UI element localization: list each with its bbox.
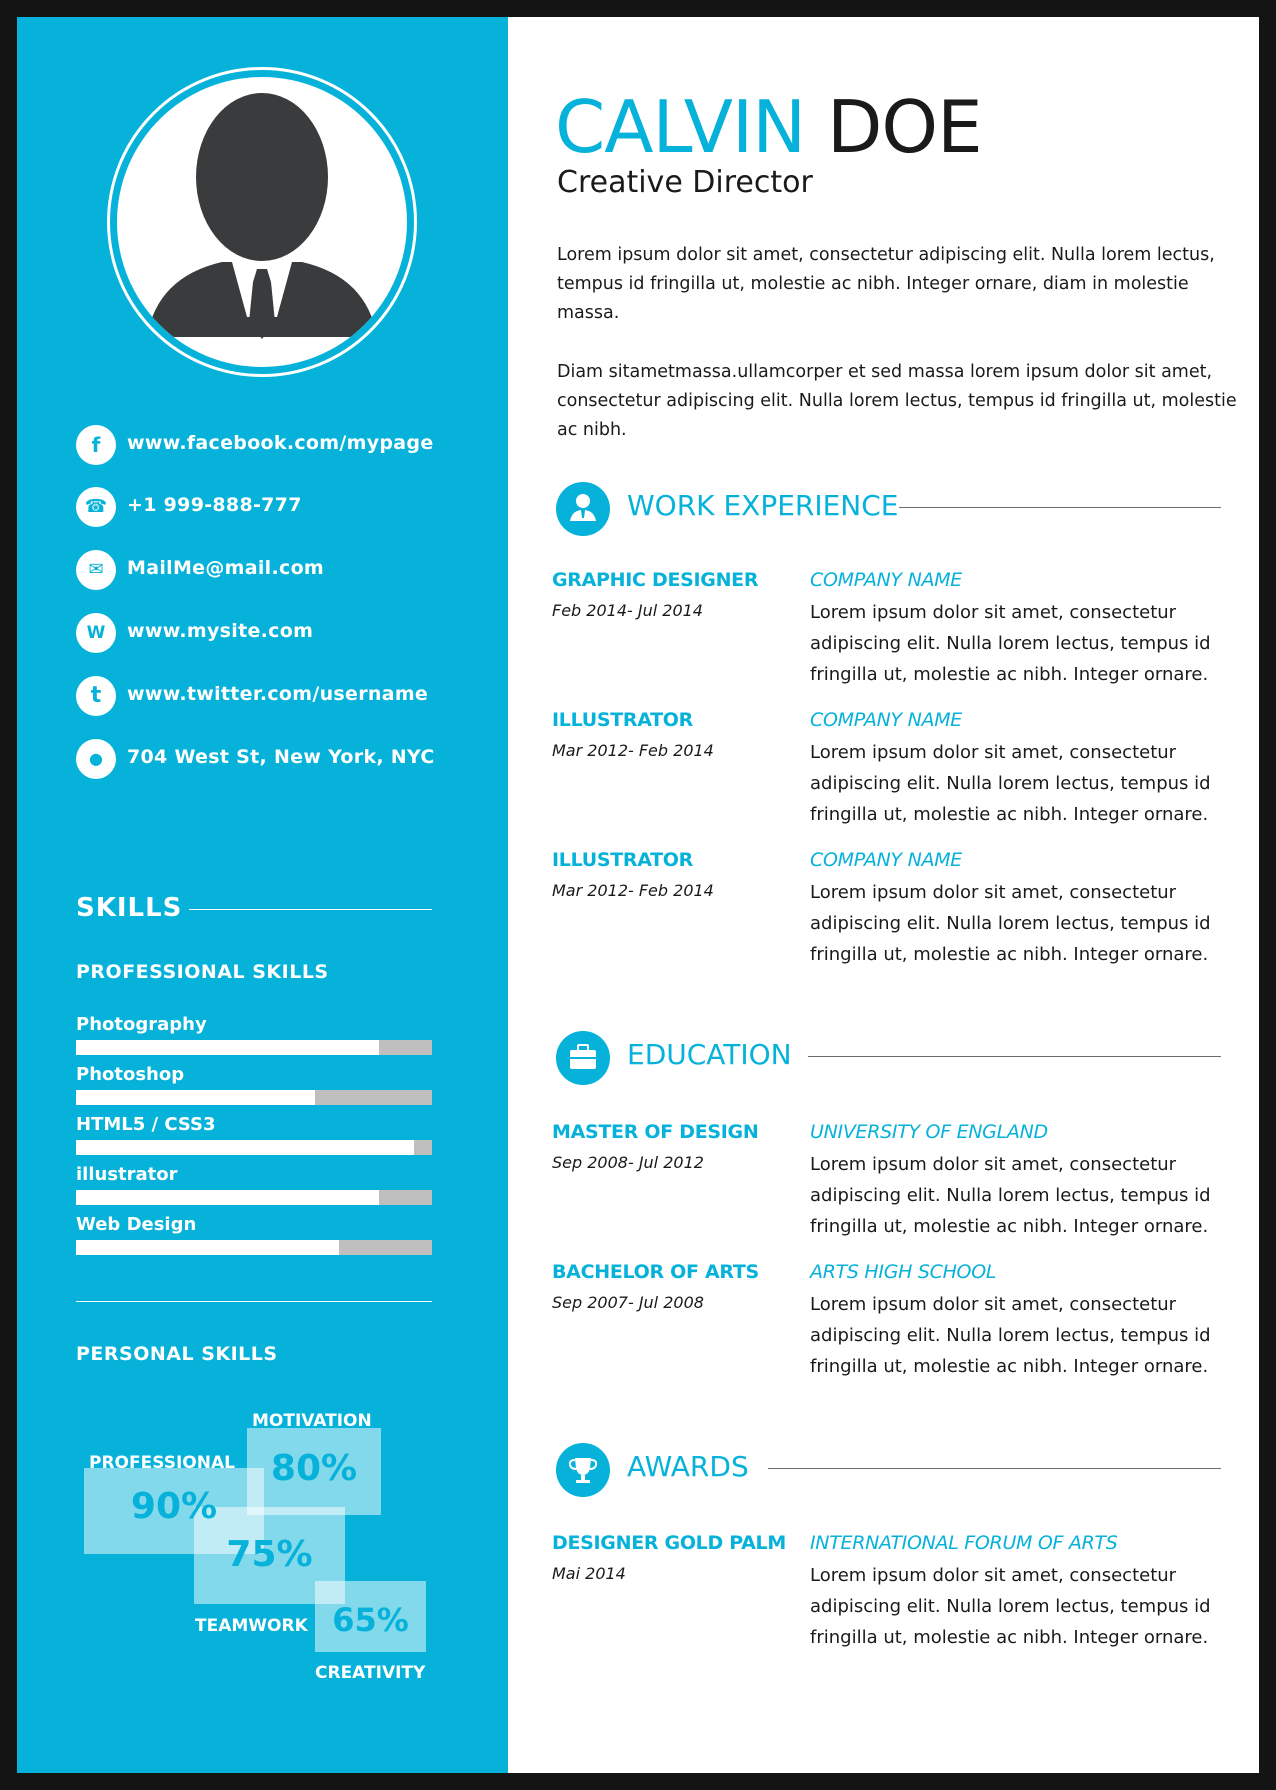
personal-skill-label: CREATIVITY [315,1663,426,1683]
entry-description: Lorem ipsum dolor sit amet, consectetur adipiscing elit. Nulla lorem lectus, tempus id fringilla ut, molestie ac nibh. Integer ornare. [810,742,1211,825]
person-silhouette-icon [117,77,407,367]
personal-skill-value: 80% [270,1448,358,1489]
avatar-circle [117,77,407,367]
entry-org: INTERNATIONAL FORUM OF ARTS [810,1532,1118,1554]
entry-org: ARTS HIGH SCHOOL [810,1261,997,1283]
work-divider [899,507,1221,508]
education-heading: EDUCATION [627,1038,792,1071]
skill-bar-fill [76,1040,379,1055]
entry-title: DESIGNER GOLD PALM [552,1532,786,1554]
awards-heading: AWARDS [627,1450,749,1483]
entry-description: Lorem ipsum dolor sit amet, consectetur adipiscing elit. Nulla lorem lectus, tempus id fringilla ut, molestie ac nibh. Integer ornare. [810,602,1211,685]
last-name: DOE [826,85,982,169]
skills-heading: SKILLS [76,893,183,923]
location-pin-icon: ● [76,739,116,779]
resume-page [17,17,1259,1773]
skill-bar-track [76,1040,432,1055]
skill-label: Photography [76,1014,207,1035]
entry-dates: Mar 2012- Feb 2014 [552,881,714,900]
skill-bar-fill [76,1190,379,1205]
skill-label: Photoshop [76,1064,185,1085]
contact-twitter[interactable] [76,676,496,720]
entry-dates: Sep 2008- Jul 2012 [552,1153,704,1172]
trophy-icon [556,1443,610,1497]
entry-title: BACHELOR OF ARTS [552,1261,759,1283]
skills-separator [76,1301,432,1302]
skill-bar-track [76,1140,432,1155]
personal-skill-value: 75% [226,1534,313,1575]
personal-skill-label: MOTIVATION [252,1411,372,1431]
entry-org: COMPANY NAME [810,709,962,731]
personal-skills-heading: PERSONAL SKILLS [76,1343,278,1365]
contact-text: 704 West St, New York, NYC [127,746,435,768]
entry-org: COMPANY NAME [810,849,962,871]
contact-text: www.mysite.com [127,620,314,642]
personal-skill-label: PROFESSIONAL [89,1453,235,1473]
skill-bar-fill [76,1240,339,1255]
skill-photoshop [76,1064,432,1112]
contact-text: www.facebook.com/mypage [127,432,434,454]
briefcase-icon [556,1031,610,1085]
contact-phone[interactable] [76,487,496,531]
awards-divider [768,1468,1221,1469]
facebook-icon: f [76,425,116,465]
job-title: Creative Director [557,165,813,200]
entry-org: COMPANY NAME [810,569,962,591]
contact-address [76,739,496,783]
entry-dates: Mar 2012- Feb 2014 [552,741,714,760]
entry-description: Lorem ipsum dolor sit amet, consectetur adipiscing elit. Nulla lorem lectus, tempus id fringilla ut, molestie ac nibh. Integer ornare. [810,882,1211,965]
person-icon [556,482,610,536]
skill-bar-track [76,1090,432,1105]
skill-web-design [76,1214,432,1262]
skill-label: Web Design [76,1214,197,1235]
contact-text: www.twitter.com/username [127,683,429,705]
contact-facebook[interactable] [76,425,496,469]
avatar [107,67,417,377]
skill-html5-css3 [76,1114,432,1162]
sidebar [17,17,508,1773]
contact-website[interactable] [76,613,496,657]
first-name: CALVIN [555,85,806,169]
twitter-icon: t [76,676,116,716]
entry-title: MASTER OF DESIGN [552,1121,759,1143]
phone-icon: ☎ [76,487,116,527]
entry-title: GRAPHIC DESIGNER [552,569,759,591]
skills-divider [189,909,432,910]
entry-dates: Sep 2007- Jul 2008 [552,1293,704,1312]
entry-dates: Feb 2014- Jul 2014 [552,601,703,620]
education-section-icon [556,1031,610,1085]
skill-label: HTML5 / CSS3 [76,1114,216,1135]
work-experience-heading: WORK EXPERIENCE [627,489,899,522]
entry-dates: Mai 2014 [552,1564,626,1583]
contact-text: +1 999-888-777 [127,494,302,516]
awards-section-icon [556,1443,610,1497]
entry-org: UNIVERSITY OF ENGLAND [810,1121,1048,1143]
work-section-icon [556,482,610,536]
entry-description: Lorem ipsum dolor sit amet, consectetur adipiscing elit. Nulla lorem lectus, tempus id fringilla ut, molestie ac nibh. Integer ornare. [810,1154,1211,1237]
intro-paragraph: Lorem ipsum dolor sit amet, consectetur adipiscing elit. Nulla lorem lectus, tempus id fringilla ut, molestie ac nibh. Integer ornare, diam in molestie massa. [557,245,1215,323]
education-divider [808,1056,1221,1057]
personal-skill-value: 90% [130,1486,218,1527]
skill-illustrator [76,1164,432,1212]
personal-skill-value: 65% [332,1601,409,1639]
contact-text: MailMe@mail.com [127,557,325,579]
entry-description: Lorem ipsum dolor sit amet, consectetur adipiscing elit. Nulla lorem lectus, tempus id fringilla ut, molestie ac nibh. Integer ornare. [810,1294,1211,1377]
contact-email[interactable] [76,550,496,594]
skill-bar-fill [76,1140,414,1155]
skill-bar-fill [76,1090,315,1105]
professional-skills-heading: PROFESSIONAL SKILLS [76,961,329,983]
personal-skill-label: TEAMWORK [195,1616,308,1636]
website-icon: W [76,613,116,653]
skill-label: illustrator [76,1164,178,1185]
mail-icon: ✉ [76,550,116,590]
skill-bar-track [76,1240,432,1255]
full-name [555,85,982,169]
entry-title: ILLUSTRATOR [552,709,693,731]
entry-description: Lorem ipsum dolor sit amet, consectetur adipiscing elit. Nulla lorem lectus, tempus id fringilla ut, molestie ac nibh. Integer ornare. [810,1565,1211,1648]
entry-title: ILLUSTRATOR [552,849,693,871]
skill-bar-track [76,1190,432,1205]
intro-paragraph: Diam sitametmassa.ullamcorper et sed massa lorem ipsum dolor sit amet, consectetur adipiscing elit. Nulla lorem lectus, tempus id fringilla ut, molestie ac nibh. [557,362,1237,440]
skill-photography [76,1014,432,1062]
